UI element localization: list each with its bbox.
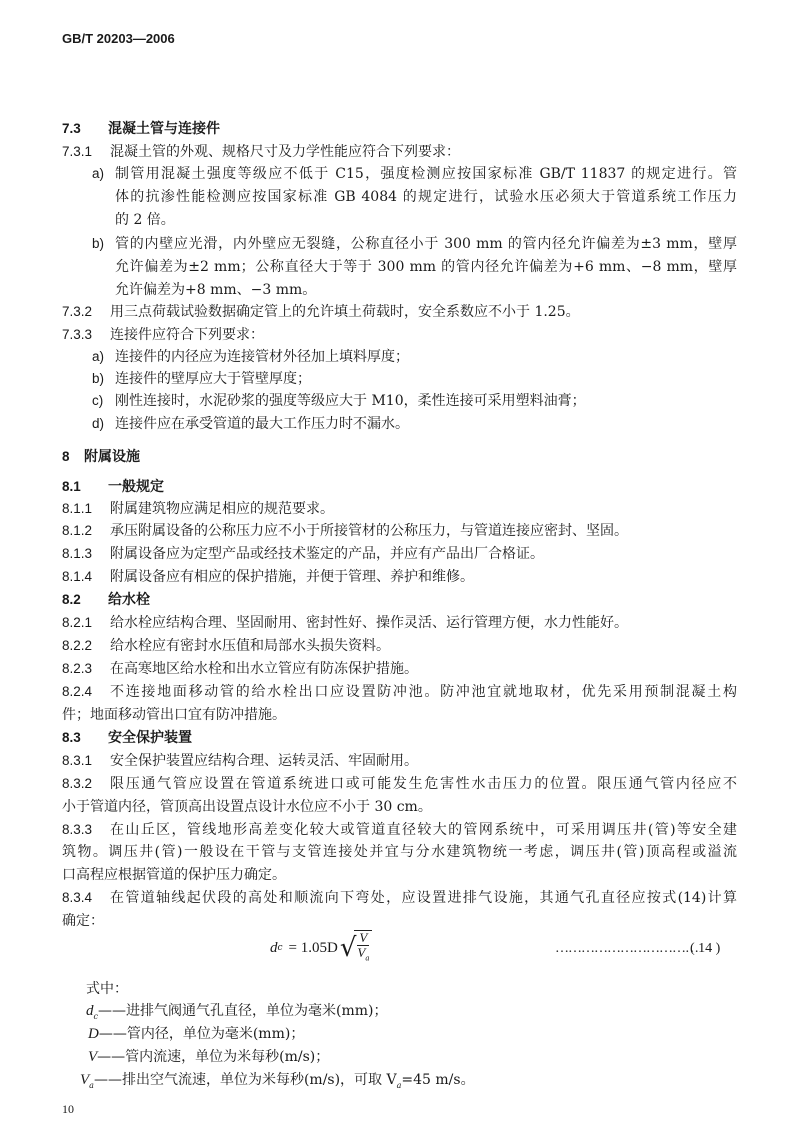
variable-sub: a <box>89 1080 94 1090</box>
item-text: 连接件的壁厚应大于管壁厚度； <box>115 371 311 387</box>
item-line: 体的抗渗性能检测应按国家标准 GB 4084 的规定进行，试验水压必须大于管道系统工作压力 <box>115 189 737 205</box>
variable-definition <box>88 1025 304 1043</box>
clause-text: 承压附属设备的公称压力应不小于所接管材的公称压力，与管道连接应密封、坚固。 <box>110 523 628 539</box>
variable-symbol: d <box>86 1003 94 1019</box>
variable-symbol: D <box>88 1026 99 1042</box>
item-line: 管的内壁应光滑，内外壁应无裂缝，公称直径小于 300 mm 的管内径允许偏差为±3 mm，壁厚 <box>115 236 737 252</box>
subsection-number: 8.1 <box>62 479 81 494</box>
item-text: 刚性连接时，水泥砂浆的强度等级应大于 M10，柔性连接可采用塑料油膏； <box>115 393 586 409</box>
where-title: 式中： <box>86 981 128 997</box>
formula-rhs: = 1.05D <box>288 939 338 956</box>
item-label: a) <box>92 166 105 181</box>
clause-number: 8.1.1 <box>62 501 93 516</box>
variable-definition <box>88 1048 329 1066</box>
formula-leader-dots: …………………………… <box>555 941 698 956</box>
clause-text: 在高寒地区给水栓和出水立管应有防冻保护措施。 <box>110 661 418 677</box>
item-line: 的 2 倍。 <box>115 212 175 228</box>
clause-line: 不连接地面移动管的给水栓出口应设置防冲池。防冲池宜就地取材，优先采用预制混凝土构 <box>110 684 737 700</box>
clause-number: 8.3.2 <box>62 776 93 791</box>
clause-text: 安全保护装置应结构合理、运转灵活、牢固耐用。 <box>110 753 418 769</box>
clause-text: 附属设备应有相应的保护措施，并便于管理、养护和维修。 <box>110 569 474 585</box>
variable-text: ——管内径，单位为毫米(mm)； <box>98 1026 305 1042</box>
formula-denominator: V <box>357 945 366 961</box>
section-number: 7.3 <box>62 121 81 136</box>
section-number: 8 <box>62 449 70 464</box>
section-title: 附属设施 <box>84 449 140 465</box>
variable-definition <box>80 1071 475 1095</box>
variable-sub: a <box>396 1080 402 1090</box>
subsection-number: 8.3 <box>62 730 81 745</box>
clause-number: 7.3.1 <box>62 144 93 159</box>
clause-line: 在山丘区，管线地形高差变化较大或管道直径较大的管网系统中，可采用调压井(管)等安全建 <box>110 822 737 838</box>
item-label: a) <box>92 349 105 364</box>
item-label: b) <box>92 371 105 386</box>
sqrt-icon: √ <box>339 933 357 963</box>
item-line: 允许偏差为±2 mm；公称直径大于等于 300 mm 的管内径允许偏差为+6 mm、−8 mm，壁厚 <box>115 259 737 275</box>
clause-text: 连接件应符合下列要求： <box>110 327 264 343</box>
formula-lhs: d <box>270 939 278 956</box>
clause-number: 8.1.2 <box>62 523 93 538</box>
subsection-title: 安全保护装置 <box>108 730 192 746</box>
clause-number: 8.2.1 <box>62 615 93 630</box>
clause-line: 限压通气管应设置在管道系统进口或可能发生危害性水击压力的位置。限压通气管内径应不 <box>110 776 737 792</box>
clause-text: 用三点荷载试验数据确定管上的允许填土荷载时，安全系数应不小于 1.25。 <box>110 304 580 320</box>
clause-number: 8.3.1 <box>62 753 93 768</box>
clause-text: 附属建筑物应满足相应的规范要求。 <box>110 501 334 517</box>
variable-text: =45 m/s。 <box>401 1072 475 1088</box>
standard-number: GB/T 20203—2006 <box>62 31 175 46</box>
item-label: b) <box>92 236 105 251</box>
clause-text: 给水栓应结构合理、坚固耐用、密封性好、操作灵活、运行管理方便，水力性能好。 <box>110 615 628 631</box>
clause-number: 8.1.3 <box>62 546 93 561</box>
item-line: 制管用混凝土强度等级应不低于 C15，强度检测应按国家标准 GB/T 11837 的规定进行。管 <box>115 166 737 182</box>
clause-number: 8.3.3 <box>62 822 93 837</box>
variable-symbol: V <box>80 1072 90 1088</box>
clause-number: 8.2.2 <box>62 638 93 653</box>
item-label: c) <box>92 393 104 408</box>
formula-numerator: V <box>359 930 368 946</box>
subsection-title: 一般规定 <box>108 479 164 495</box>
item-line: 允许偏差为+8 mm、−3 mm。 <box>115 282 317 298</box>
variable-text: ——管内流速，单位为米每秒(m/s)； <box>97 1049 330 1065</box>
clause-line: 件；地面移动管出口宜有防冲措施。 <box>62 707 286 723</box>
formula-lhs-sub: c <box>277 943 283 953</box>
clause-text: 给水栓应有密封水压值和局部水头损失资料。 <box>110 638 390 654</box>
item-label: d) <box>92 416 105 431</box>
section-title: 混凝土管与连接件 <box>108 121 220 137</box>
clause-line: 确定： <box>62 913 104 929</box>
formula-fraction <box>354 930 372 966</box>
clause-text: 附属设备应为定型产品或经技术鉴定的产品，并应有产品出厂合格证。 <box>110 546 544 562</box>
clause-number: 8.1.4 <box>62 569 93 584</box>
clause-number: 7.3.3 <box>62 327 93 342</box>
variable-text: ——排出空气流速，单位为米每秒(m/s)，可取 V <box>93 1072 397 1088</box>
page-number: 10 <box>62 1102 74 1116</box>
clause-line: 口高程应根据管道的保护压力确定。 <box>62 867 286 883</box>
formula-denominator-sub: a <box>365 953 370 963</box>
clause-number: 8.2.3 <box>62 661 93 676</box>
variable-symbol: V <box>88 1049 98 1065</box>
clause-line: 筑物。调压井(管)一般设在干管与支管连接处并宜与分水建筑物统一考虑，调压井(管)顶高程或溢流 <box>62 844 737 860</box>
variable-text: ——进排气阀通气孔直径，单位为毫米(mm)； <box>97 1003 388 1019</box>
subsection-title: 给水栓 <box>108 592 150 608</box>
item-text: 连接件应在承受管道的最大工作压力时不漏水。 <box>115 416 409 432</box>
formula-number: ( 14 ) <box>690 941 721 956</box>
clause-number: 8.2.4 <box>62 684 93 699</box>
clause-line: 在管道轴线起伏段的高处和顺流向下弯处，应设置进排气设施，其通气孔直径应按式(14)计算 <box>110 890 737 906</box>
clause-text: 混凝土管的外观、规格尺寸及力学性能应符合下列要求： <box>110 144 460 160</box>
clause-number: 8.3.4 <box>62 890 93 905</box>
variable-definition <box>86 1002 387 1026</box>
formula-14 <box>270 928 372 968</box>
item-text: 连接件的内径应为连接管材外径加上填料厚度； <box>115 349 409 365</box>
clause-number: 7.3.2 <box>62 304 93 319</box>
variable-sub: c <box>93 1011 98 1021</box>
subsection-number: 8.2 <box>62 592 81 607</box>
clause-line: 小于管道内径，管顶高出设置点设计水位应不小于 30 cm。 <box>62 799 432 815</box>
